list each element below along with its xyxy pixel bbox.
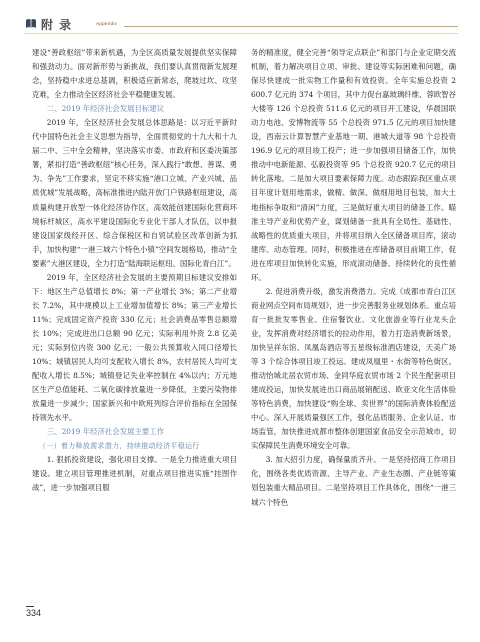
page-header (0, 0, 480, 40)
section-title: 附 录 (41, 18, 73, 32)
footer-rule (26, 606, 34, 607)
right-column (251, 46, 456, 510)
paragraph: 建设“善政枢纽”带来新机遇，为全区高质量发展提供坚实保障和强劲动力。面对新形势与新挑战，我们要认真贯彻新发展理念，坚持稳中求进总基调，积极适应新常态，爬坡过坎、攻坚克难，全力推动全区经济社会平稳健康发展。 (32, 48, 237, 100)
page-number: 334 (26, 608, 42, 618)
paragraph: 3. 加大招引力度，确保量质齐升。一是坚持招商工作项目化，围绕各类优质资源、主导产业、产业生态圈、产业链等策划包装重大精品项目。二是坚持项目工作具体化，围绕“一港三城六个特色 (251, 455, 456, 507)
section-heading: 二、2019 年经济社会发展目标建议 (46, 104, 165, 114)
paragraph: 务的精准度，健全完善“领导定点联企”和部门与企业定期交流机制，着力解决项目立项、审批、建设等实际困难和问题，确保尽快建成一批实物工作量和有效投资。全年实施总投资 2 600.7 亿元的 374 个项目，其中力促台嘉玻璃纤维、蓉欧智谷大楼等 126 个总投资 511.6 亿元的项目开工建设，华晨国联动力电池、安博物流等 55 个总投资 971.5 亿元的项目加快建设，西南云计算智慧产业基地一期、港城大道等 98 个总投资 196.9 亿元的项目竣工投产；进一步加强项目储备工作，加快推动中电新能源、弘毅投资等 95 个总投资 920.7 亿元的项目转化落地。二是加大项目要素保障力度。动态跟踪我区重点项目年度计划用地需求，做精、做深、做细用地目包装，加大土地指标争取和“清闲”力度，三是做好重大项目的储备工作。瞄准主导产业和优势产业，谋划储备一批具有全局性、基础性、战略性的优质重大项目，并将项目纳入全区储备项目库，滚动建库、动态管理。同时，积极推进在库储备项目前期工作，促进在库项目加快转化实施，形成滚动储备、持续转化的良性循环。 (251, 48, 456, 282)
paragraph: 2. 促进消费升级，激发消费潜力。完成《成都市青白江区商业网点空间布局规划》，进一步完善服务业规划体系。重点培育一批批发零售业、住宿餐饮业、文化旅游业等行业龙头企业，发挥消费对经济增长的拉动作用，着力打造消费新场景，加快呈祥东馆、凤凰岛酒店等五星级标准酒店建设，天美广场等 3 个综合体项目竣工投运。建成凤凰里・水街等特色街区。推动怡城北居农贸市场、金同华庭农贸市场 2 个民生配套项目建成投运，加快发展进出口商品展销配送、欧亚文化生活体验等特色消费，加快建设“购全球、卖世界”的国际消费体验配送中心。深入开展质量强区工作，强化品质服务、企业认证、市场监管，加快推进成都市整体创建国家食品安全示范城市，切实保障民生消费环境安全可靠。 (251, 286, 456, 451)
section-logo (24, 16, 72, 33)
header-rule (124, 26, 458, 27)
section-heading: 三、2019 年经济社会发展主要工作 (46, 427, 165, 437)
header-rule-secondary (24, 33, 458, 34)
book-icon (24, 17, 38, 31)
paragraph: 1. 狠抓投资建设，强化项目支撑。一是全力推进重大项目建设。建立项目管理推进机制，对重点项目推进实施“挂图作战”，进一步加强项目服 (32, 455, 237, 493)
left-column (32, 46, 237, 496)
paragraph: 2019 年，全区经济社会发展总体思路是：以习近平新时代中国特色社会主义思想为指导，全面贯彻党的十九大和十九届二中、三中全会精神，坚决落实市委、市政府和区委决策部署，紧扣打造“善政枢纽”核心任务，深入践行“敢想、善谋、勇为、争先”工作要求，坚定不移实施“港口立城、产业兴城、品质优城”发展战略，高标准推进内陆开放门户铁路枢纽建设，高质量构建开放型一体化经济协作区，高效能创建国际化营商环境标杆城区，高水平建设国际化专业化干部人才队伍，以申报建设国家级经开区、综合保税区和自贸试验区改革创新为抓手，加快构建“一港三城六个特色小镇”空间发展格局，推动“全要素”大港区建设，全力打造“陆海联运枢纽、国际化青白江”。 (32, 118, 237, 268)
section-subtitle: Appendix (96, 21, 118, 26)
paragraph: 2019 年，全区经济社会发展的主要预期目标建议安排如下：地区生产总值增长 8%；第一产业增长 3%；第二产业增长 7.2%，其中规模以上工业增加值增长 8%；第三产业增长 11%；完成固定资产投资 330 亿元；社会消费品零售总额增长 10%；完成进出口总额 90 亿元；实际利用外资 2.8 亿美元；实际到位内资 300 亿元；一般公共预算收入同口径增长 10%；城镇居民人均可支配收入增长 8%，农村居民人均可支配收入增长 8.5%；城镇登记失业率控制在 4%以内；万元地区生产总值能耗、二氧化碳排放量进一步降低，主要污染物排放量进一步减少；国家新兴和中欧班列综合评价指标在全国保持领先水平。 (32, 272, 237, 423)
page-footer (26, 600, 456, 630)
subsection-heading: （一）着力释放需求潜力，持续推动经济平稳运行 (39, 442, 200, 451)
